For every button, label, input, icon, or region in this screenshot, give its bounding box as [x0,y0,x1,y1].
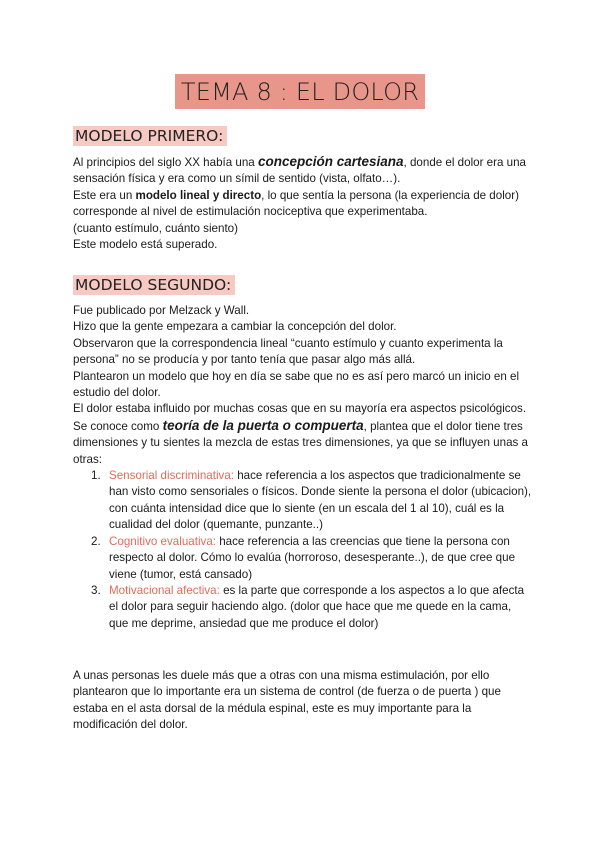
list-item [73,468,533,534]
list-item [73,583,533,632]
page-title: TEMA 8 : EL DOLOR [175,74,425,109]
modelo-segundo-body [73,303,533,632]
modelo-primero-body [73,154,533,253]
list-number: 2. [91,534,101,548]
dimensions-list [73,468,533,632]
text-run: , lo que sentía la persona (la experiencia de dolor) corresponde al nivel de estimulación nociceptiva que experimentaba. [73,188,519,219]
paragraph: A unas personas les duele más que a otras con una misma estimulación, por ello plantearon que lo importante era un sistema de control (de fuerza o de puerta ) que estaba en el asta dorsal de la médula espinal, este es muy importante para la modificación del dolor. [73,669,501,732]
text-run: , plantea que el dolor tiene tres dimensiones y tu sientes la mezcla de estas tres dimensiones, ya que se influyen unas a otras: [73,419,528,466]
paragraph [73,418,533,468]
text-run: Al principios del siglo XX había una [73,156,258,169]
paragraph: Hizo que la gente empezara a cambiar la concepción del dolor. [73,320,397,334]
list-number: 1. [91,469,101,483]
paragraph [73,154,533,188]
list-term: Sensorial discriminativa: [109,469,235,483]
paragraph: El dolor estaba influido por muchas cosas que en su mayoría era aspectos psicológicos. [73,402,527,416]
list-term: Cognitivo evaluativa: [109,534,216,548]
text-run: Se conoce como [73,419,163,433]
paragraph: Este modelo está superado. [73,238,218,252]
paragraph [73,188,533,221]
closing-paragraph [73,668,533,734]
bold-text: modelo lineal y directo [135,188,262,202]
list-text: hace referencia a los aspectos que tradicionalmente se han visto como sensoriales o físicos. Donde siente la persona el dolor (ubicacion), con cuánta intensidad dice que lo siente (en un escala del 1 al 10), cuál es la cualidad del dolor (quemante, punzante..) [109,469,532,532]
title-wrap [0,74,600,109]
heading-modelo-segundo: MODELO SEGUNDO: [73,275,235,295]
list-text: hace referencia a las creencias que tiene la persona con respecto al dolor. Cómo lo evalúa (horroroso, desesperante..), de que cree que viene (tumor, está cansado) [109,534,516,581]
emphasis-text: teoría de la puerta o compuerta [162,417,364,433]
emphasis-text: concepción cartesiana [257,154,404,169]
text-run: , donde el dolor era una sensación física y era como un símil de sentido (vista, olfato…). [73,156,527,186]
heading-modelo-primero: MODELO PRIMERO: [73,126,227,146]
list-text: es la parte que corresponde a los aspectos a lo que afecta el dolor para seguir haciendo algo. (dolor que hace que me quede en la cama, que me deprime, ansiedad que me produce el dolor) [109,583,525,630]
paragraph: Plantearon un modelo que hoy en día se sabe que no es así pero marcó un inicio en el estudio del dolor. [73,369,520,400]
list-term: Motivacional afectiva: [109,583,220,597]
list-item [73,534,533,583]
paragraph: Observaron que la correspondencia lineal “cuanto estímulo y cuanto experimenta la persona” no se producía y por tanto tenía que pasar algo más allá. [73,336,503,367]
paragraph: Fue publicado por Melzack y Wall. [73,304,250,317]
text-run: Este era un [73,188,136,202]
list-number: 3. [91,583,101,597]
paragraph: (cuanto estímulo, cuánto siento) [73,221,238,235]
